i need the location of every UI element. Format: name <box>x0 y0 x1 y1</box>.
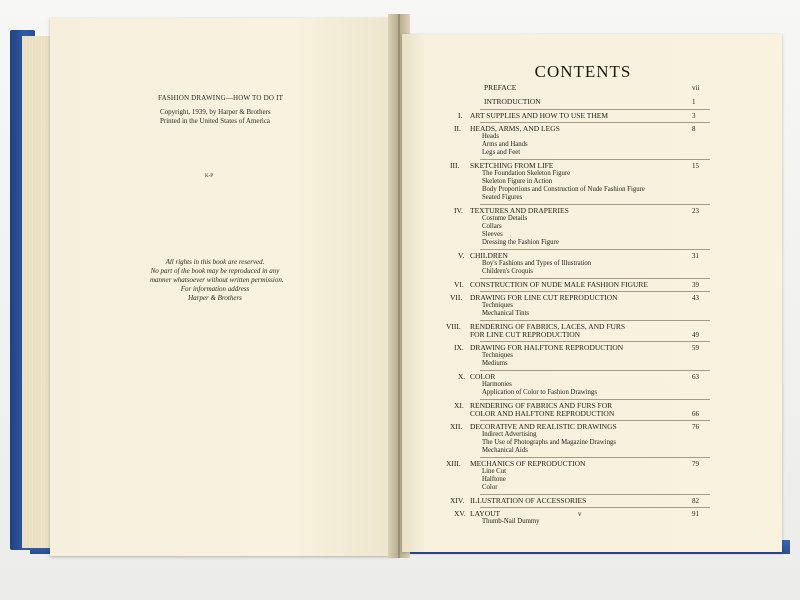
toc-entry-title: Halftone <box>482 476 506 483</box>
toc-entry-title: TEXTURES AND DRAPERIES <box>470 206 569 215</box>
toc-separator <box>480 507 710 508</box>
toc-page-number: 43 <box>692 294 699 302</box>
toc-entry-title: COLOR <box>470 372 496 381</box>
toc-entry-title: Techniques <box>482 302 513 309</box>
toc-entry-title: Thumb-Nail Dummy <box>482 518 540 525</box>
toc-entry-title: MECHANICS OF REPRODUCTION <box>470 459 586 468</box>
toc-subentry <box>470 468 710 476</box>
toc-separator <box>480 494 710 495</box>
toc-page-number: 23 <box>692 207 699 215</box>
toc-entry-title: Legs and Feet <box>482 149 521 156</box>
toc-subentry <box>470 389 710 397</box>
copyright-page-title: FASHION DRAWING—HOW TO DO IT <box>158 94 284 102</box>
toc-entry-title: The Foundation Skeleton Figure <box>482 170 571 177</box>
toc-front-matter <box>470 98 710 106</box>
toc-separator <box>480 457 710 458</box>
toc-entry-title: ILLUSTRATION OF ACCESSORIES <box>470 496 587 505</box>
toc-chapter <box>470 294 710 302</box>
toc-separator <box>480 109 710 110</box>
toc-subentry <box>470 215 710 223</box>
toc-entry-title: CHILDREN <box>470 251 508 260</box>
toc-entry-title: INTRODUCTION <box>484 97 541 106</box>
toc-page-number: 49 <box>692 331 699 339</box>
toc-chapter <box>470 125 710 133</box>
toc-subentry <box>470 149 710 157</box>
toc-subentry <box>470 231 710 239</box>
toc-subentry <box>470 484 710 492</box>
toc-page-number: 1 <box>692 98 696 106</box>
toc-subentry <box>470 352 710 360</box>
copyright-notice <box>160 108 330 126</box>
toc-subentry <box>470 141 710 149</box>
toc-subentry <box>470 194 710 202</box>
toc-chapter <box>470 423 710 431</box>
toc-chapter <box>470 510 710 518</box>
rights-line: All rights in this book are reserved. <box>165 258 265 266</box>
copyright-line: Copyright, 1939, by Harper & Brothers <box>160 108 271 116</box>
toc-entry-title: Costume Details <box>482 215 528 222</box>
printer-mark: K-P <box>205 174 214 179</box>
toc-page-number: 39 <box>692 281 699 289</box>
rights-line: manner whatsoever without written permission. <box>150 276 284 284</box>
toc-separator <box>480 249 710 250</box>
toc-entry-title: Seated Figures <box>482 194 523 201</box>
toc-page-number: 59 <box>692 344 699 352</box>
toc-page-number: vii <box>692 84 700 92</box>
toc-page-number: 31 <box>692 252 699 260</box>
copyright-line: Printed in the United States of America <box>160 117 271 125</box>
toc-subentry <box>470 302 710 310</box>
toc-entry-title: SKETCHING FROM LIFE <box>470 161 554 170</box>
toc-entry-title: Indirect Advertising <box>482 431 537 438</box>
toc-entry-title: Skeleton Figure in Action <box>482 178 553 185</box>
toc-entry-title: Dressing the Fashion Figure <box>482 239 559 246</box>
toc-entry-title: Arms and Hands <box>482 141 528 148</box>
toc-page-number: 79 <box>692 460 699 468</box>
toc-entry-title: Mechanical Aids <box>482 447 528 454</box>
toc-separator <box>480 320 710 321</box>
toc-page-number: 76 <box>692 423 699 431</box>
toc-entry-title: Application of Color to Fashion Drawings <box>482 389 597 396</box>
toc-entry-title: DRAWING FOR LINE CUT REPRODUCTION <box>470 293 618 302</box>
rights-statement <box>150 258 284 303</box>
toc-subentry <box>470 360 710 368</box>
toc-subentry <box>470 186 710 194</box>
toc-entry-title: PREFACE <box>484 83 517 92</box>
toc-entry-title: Body Proportions and Construction of Nude Fashion Figure <box>482 186 645 193</box>
toc-subentry <box>470 178 710 186</box>
toc-entry-title: The Use of Photographs and Magazine Drawings <box>482 439 617 446</box>
toc-entry-title: Color <box>482 484 498 491</box>
toc-page-number: 66 <box>692 410 699 418</box>
toc-entry-title: Line Cut <box>482 468 506 475</box>
toc-subentry <box>470 133 710 141</box>
toc-separator <box>480 370 710 371</box>
toc-spacer <box>470 526 710 528</box>
toc-page-number: 63 <box>692 373 699 381</box>
toc-subentry <box>470 447 710 455</box>
toc-subentry <box>470 239 710 247</box>
toc-subentry <box>470 431 710 439</box>
toc-entry-title: CONSTRUCTION OF NUDE MALE FASHION FIGURE <box>470 280 648 289</box>
toc-subentry <box>470 476 710 484</box>
toc-separator <box>480 291 710 292</box>
toc-chapter <box>470 162 710 170</box>
toc-entry-title: DRAWING FOR HALFTONE REPRODUCTION <box>470 343 624 352</box>
toc-subentry <box>470 268 710 276</box>
page-folio: v <box>578 510 582 518</box>
toc-page-number: 82 <box>692 497 699 505</box>
toc-separator <box>480 278 710 279</box>
toc-entry-title: LAYOUT <box>470 509 501 518</box>
toc-entry-title: Collars <box>482 223 502 230</box>
page-stack-left <box>22 36 52 548</box>
toc-separator <box>480 204 710 205</box>
toc-subentry <box>470 518 710 526</box>
toc-front-matter <box>470 84 710 92</box>
toc-entry-title: RENDERING OF FABRICS AND FURS FOR <box>470 401 613 410</box>
toc-entry-title: Boy's Fashions and Types of Illustration <box>482 260 592 267</box>
toc-chapter <box>470 112 710 120</box>
table-of-contents <box>470 84 710 528</box>
toc-entry-title: ART SUPPLIES AND HOW TO USE THEM <box>470 111 609 120</box>
rights-line: No part of the book may be reproduced in any <box>150 267 280 275</box>
toc-subentry <box>470 260 710 268</box>
toc-page-number: 15 <box>692 162 699 170</box>
toc-subentry <box>470 223 710 231</box>
contents-heading: CONTENTS <box>534 62 632 81</box>
toc-entry-title: Harmonies <box>482 381 512 388</box>
toc-chapter <box>470 460 710 468</box>
toc-separator <box>480 341 710 342</box>
toc-entry-title: RENDERING OF FABRICS, LACES, AND FURS <box>470 322 626 331</box>
toc-chapter <box>470 497 710 505</box>
toc-page-number: 3 <box>692 112 696 120</box>
toc-entry-title: Techniques <box>482 352 513 359</box>
toc-entry-title: FOR LINE CUT REPRODUCTION <box>470 330 581 339</box>
rights-line: For information address <box>180 285 250 293</box>
toc-entry-title: HEADS, ARMS, AND LEGS <box>470 124 560 133</box>
toc-chapter <box>470 344 710 352</box>
toc-chapter <box>470 207 710 215</box>
toc-subentry <box>470 381 710 389</box>
toc-subentry <box>470 439 710 447</box>
toc-page-number: 91 <box>692 510 699 518</box>
rights-line: Harper & Brothers <box>188 294 242 302</box>
toc-chapter <box>470 252 710 260</box>
toc-entry-title: Children's Croquis <box>482 268 533 275</box>
toc-entry-title: Mechanical Tints <box>482 310 530 317</box>
toc-entry-title: Mediums <box>482 360 508 367</box>
toc-subentry <box>470 310 710 318</box>
toc-separator <box>480 420 710 421</box>
toc-entry-title: Heads <box>482 133 499 140</box>
toc-entry-title: DECORATIVE AND REALISTIC DRAWINGS <box>470 422 617 431</box>
toc-chapter <box>470 281 710 289</box>
toc-entry-title: COLOR AND HALFTONE REPRODUCTION <box>470 409 615 418</box>
toc-chapter-continued <box>470 410 710 418</box>
toc-separator <box>480 399 710 400</box>
toc-separator <box>480 159 710 160</box>
toc-chapter <box>470 373 710 381</box>
toc-page-number: 8 <box>692 125 696 133</box>
toc-chapter-continued <box>470 331 710 339</box>
toc-entry-title: Sleeves <box>482 231 503 238</box>
toc-subentry <box>470 170 710 178</box>
toc-separator <box>480 122 710 123</box>
